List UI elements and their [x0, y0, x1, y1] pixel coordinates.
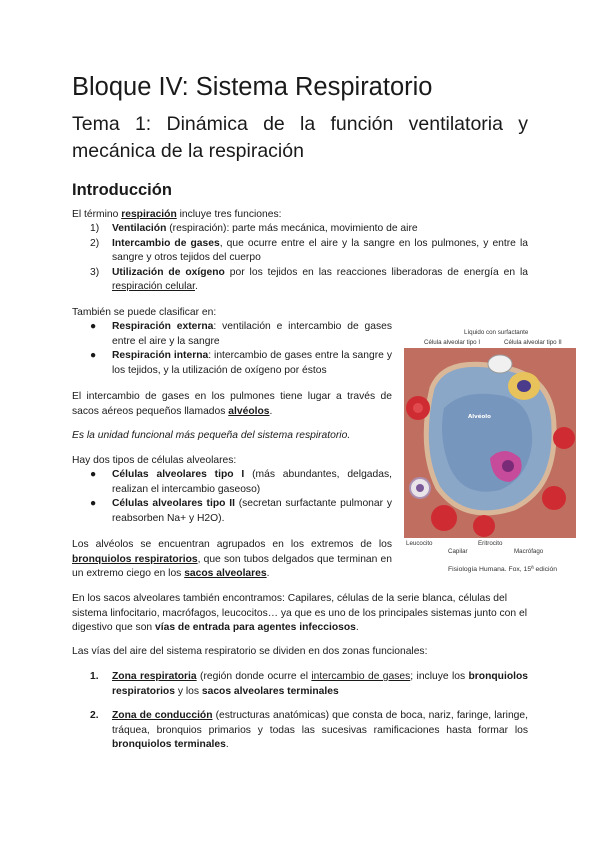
term-vias: vías de entrada para agentes infecciosos — [155, 622, 356, 633]
list-number: 1. — [90, 671, 99, 682]
text: por los tejidos en las reacciones liberadoras de energía en la — [224, 266, 528, 278]
text: y los — [174, 685, 202, 697]
bullet-icon: ● — [90, 469, 97, 480]
text: : ventilación e intercambio de gases entre el aire y la sangre — [112, 321, 393, 347]
list-item — [90, 497, 392, 526]
text: El intercambio de gases en los pulmones tiene lugar a través de sacos aéreos pequeños llamados — [72, 391, 392, 417]
label-macrofago: Macrófago — [514, 548, 544, 555]
label-surfactante: Líquido con surfactante — [464, 329, 529, 336]
list-item — [90, 468, 392, 497]
bullet-icon: ● — [90, 350, 97, 361]
bold-term: sacos alveolares terminales — [201, 685, 339, 697]
text: (secretan surfactante pulmonar y reabsorben Na+ y H2O). — [112, 498, 392, 524]
funciones-list — [90, 222, 528, 295]
text: , que son tubos delgados que terminan en un extremo ciego en los — [72, 553, 392, 579]
link-intercambio-gases[interactable]: intercambio de gases — [311, 671, 411, 682]
alveolus-figure — [404, 324, 576, 578]
text: . — [225, 739, 229, 750]
alveolus-illustration — [404, 348, 576, 538]
term-alveolos: alvéolos — [228, 405, 270, 417]
text: . — [266, 568, 270, 579]
bold-term: bronquiolos respiratorios — [112, 671, 528, 697]
link-respiracion-celular[interactable]: respiración celular — [112, 281, 195, 292]
celulas-list — [90, 468, 392, 526]
italic-note: Es la unidad funcional más pequeña del sistema respiratorio. — [72, 430, 351, 441]
term-zona-conduccion: Zona de conducción — [112, 710, 213, 721]
bold-term: Células alveolares tipo II — [112, 498, 235, 509]
term-zona-respiratoria: Zona respiratoria — [112, 671, 197, 682]
label-alveolo: Alvéolo — [468, 414, 491, 420]
text: , que ocurre entre el aire y la sangre en los pulmones, y entre la sangre y otros tejidos del cuerpo — [112, 237, 528, 263]
tipos-intro: Hay dos tipos de células alveolares: — [72, 455, 237, 466]
bronquiolos-paragraph — [72, 538, 392, 582]
clasif-intro: También se puede clasificar en: — [72, 307, 217, 318]
clasificacion-list — [90, 320, 392, 378]
bold-term: Utilización de oxígeno — [112, 266, 225, 278]
text: Los alvéolos se encuentran agrupados en los extremos de los — [72, 539, 392, 550]
list-number: 1) — [90, 223, 100, 234]
bold-term: bronquiolos terminales — [112, 739, 226, 750]
bold-term: Respiración interna — [112, 350, 209, 361]
section-heading: Introducción — [72, 181, 172, 199]
text: ; incluye los — [410, 671, 469, 682]
list-item — [90, 222, 528, 237]
text: . — [355, 622, 359, 633]
page-title: Bloque IV: Sistema Respiratorio — [72, 73, 433, 101]
text: (respiración): parte más mecánica, movimiento de aire — [166, 223, 418, 234]
label-tipo1: Célula alveolar tipo I — [424, 339, 481, 346]
bullet-icon: ● — [90, 498, 97, 509]
text: En los sacos alveolares también encontramos: Capilares, células de la serie blanca, células del sistema linfocitario, macrófagos, leucocitos… ya que es uno de los principales sistemas junto con el digestivo que son — [72, 593, 528, 633]
list-item — [90, 670, 528, 699]
bold-term: Células alveolares tipo I — [112, 469, 245, 480]
list-item — [90, 349, 392, 378]
text: incluye tres funciones: — [176, 209, 282, 220]
list-number: 2. — [90, 710, 99, 721]
label-eritrocito: Eritrocito — [478, 540, 503, 547]
text: . — [195, 281, 198, 292]
list-number: 2) — [90, 237, 100, 249]
text: (región donde ocurre el — [196, 671, 312, 682]
sacos-paragraph — [72, 592, 528, 636]
term-sacos: sacos alveolares — [184, 568, 267, 579]
zonas-intro: Las vías del aire del sistema respiratorio se dividen en dos zonas funcionales: — [72, 646, 428, 657]
figure-caption: Fisiología Humana. Fox, 15ª edición — [448, 566, 558, 573]
text: : intercambio de gases entre la sangre y los tejidos, y la utilización de oxígeno por éstos — [112, 350, 392, 376]
text: (estructuras anatómicas) que consta de boca, nariz, faringe, laringe, tráquea, bronquios primarios y todas las sucesivas ramificaciones hasta formar los — [112, 710, 528, 736]
label-capilar: Capilar — [448, 548, 468, 555]
bullet-icon: ● — [90, 321, 97, 332]
term-respiracion: respiración — [121, 209, 177, 220]
list-item — [90, 237, 528, 266]
list-item — [90, 709, 528, 753]
term-bronquiolos: bronquiolos respiratorios — [72, 553, 198, 565]
label-leucocito: Leucocito — [406, 540, 433, 547]
bold-term: Respiración externa — [112, 321, 214, 332]
text: El término — [72, 209, 122, 220]
intro-paragraph — [72, 208, 528, 223]
list-number: 3) — [90, 266, 100, 278]
label-tipo2: Célula alveolar tipo II — [504, 339, 562, 346]
bold-term: Ventilación — [112, 223, 167, 234]
page-subtitle: Tema 1: Dinámica de la función ventilatoria y mecánica de la respiración — [72, 113, 528, 162]
list-item — [90, 320, 392, 349]
text: . — [269, 405, 273, 417]
bold-term: Intercambio de gases — [112, 237, 220, 249]
list-item — [90, 266, 528, 295]
zonas-list — [90, 670, 528, 753]
alveolos-paragraph — [72, 390, 392, 419]
text: (más abundantes, delgadas, realizan el intercambio gaseoso) — [112, 469, 392, 495]
